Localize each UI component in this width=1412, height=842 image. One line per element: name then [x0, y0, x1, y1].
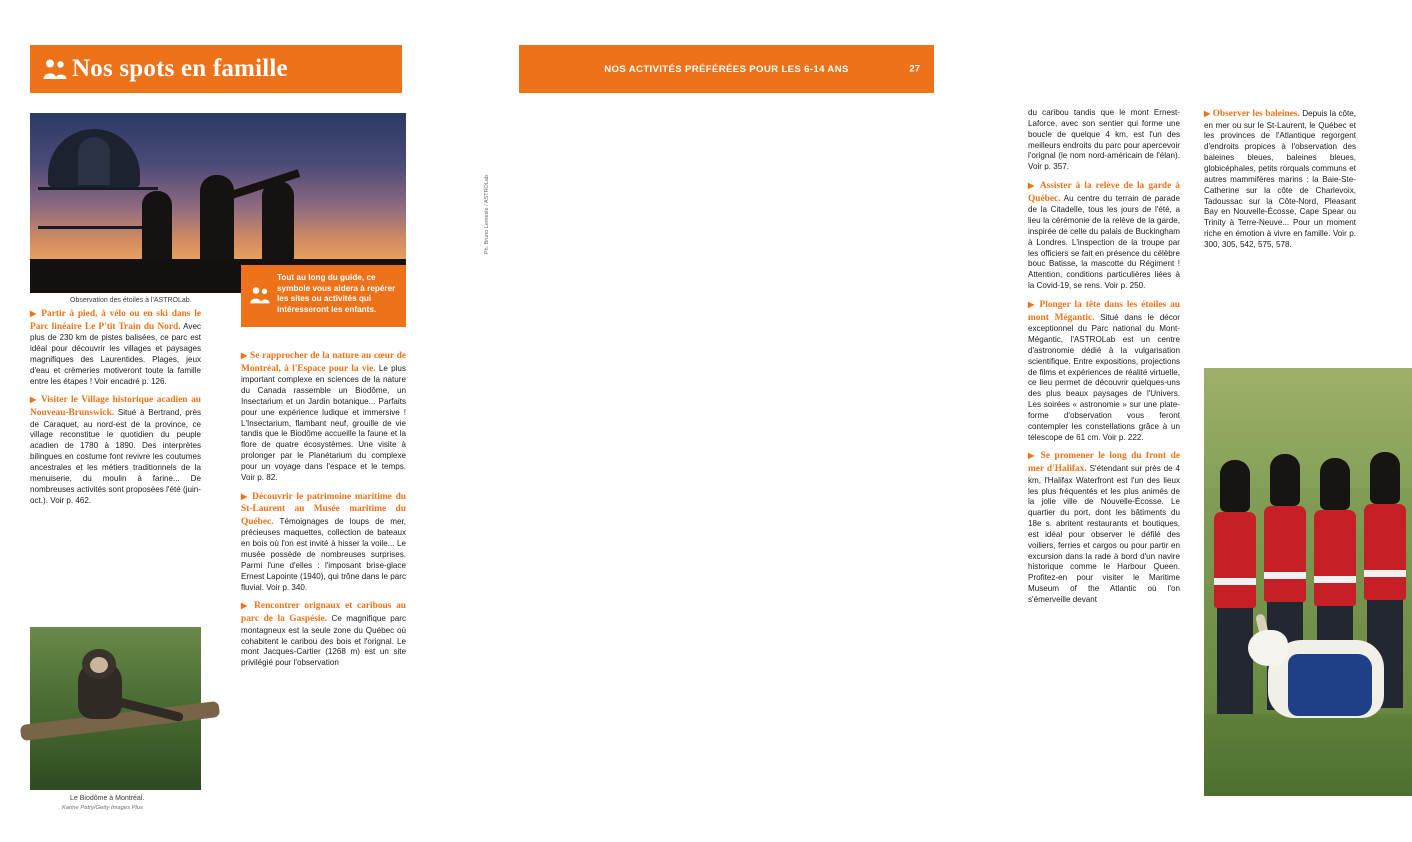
- bearskin-hat-shape: [1220, 460, 1250, 512]
- entry-lead-3: Se rapprocher de la nature au cœur de Montréal, à l'Espace pour la vie.: [241, 351, 407, 374]
- bearskin-hat-shape: [1320, 458, 1350, 510]
- entry-body-r1: Au centre du terrain de parade de la Citadelle, tous les jours de l'été, a lieu la cérémonie de la relève de la garde, inspirée de celle du palais de Buckingham à Londres. L'inspection de la troupe par les officiers se fait en présence du célèbre bouc Batisse, la mascotte du Régiment ! Attention, conditions particulières liées à la Covid-19, se rens. Voir p. 250.: [1028, 193, 1180, 291]
- bearskin-hat-shape: [1370, 452, 1400, 504]
- left-column-2: [241, 350, 406, 676]
- red-tunic-shape: [1264, 506, 1306, 602]
- entry-body-r4: Depuis la côte, en mer ou sur le St-Laurent, le Québec et les provinces de l'Atlantique regorgent d'endroits propices à l'observation des baleines bleues, baleines bleues, globicéphales, petits rorquals communs et autres mammifères marins : la Baie-Ste-Catherine sur la côte de Charlevoix, Tadoussac sur la Côte-Nord, Pleasant Bay en Nouvelle-Écosse, Cape Spear ou Trinity à Terre-Neuve... Pour un moment riche en émotion à vivre en famille. Voir p. 300, 305, 542, 575, 578.: [1204, 109, 1356, 249]
- bullet-arrow-icon: ▶: [1204, 109, 1213, 118]
- left-page: [0, 0, 490, 842]
- article-entry: [241, 491, 406, 594]
- photo-caption-astrolab: Observation des étoiles à l'ASTROLab.: [70, 297, 192, 304]
- bullet-arrow-icon: ▶: [30, 309, 42, 318]
- right-column-2: [1204, 108, 1356, 258]
- article-entry: [1028, 180, 1180, 292]
- entry-body-4: Témoignages de loups de mer, précieuses maquettes, collection de bateaux en bois où l'on est invité à hisser la voile... Le musée possède de nombreuses surprises. Parmi l'une d'elles : l'imposant brise-glace Ernest Lapointe (1940), qui trône dans le parc fluvial. Voir p. 340.: [241, 516, 406, 592]
- family-people-icon: [42, 58, 68, 80]
- article-entry: [241, 350, 406, 484]
- article-entry: [241, 600, 406, 669]
- entry-lead-r3: Se promener le long du front de mer d'Halifax.: [1028, 451, 1180, 475]
- bullet-arrow-icon: ▶: [241, 601, 255, 611]
- dark-trousers-shape: [1217, 608, 1253, 716]
- entry-body-continued: du caribou tandis que le mont Ernest-Laforce, avec son sentier qui forme une boucle de quelque 4 km, est l'un des meilleurs endroits du parc pour apercevoir l'orignal (le nom nord-américain de l'élan). Voir p. 357.: [1028, 108, 1180, 172]
- info-callout-box: [241, 265, 406, 327]
- article-entry: [1028, 299, 1180, 443]
- bullet-arrow-icon: ▶: [241, 491, 253, 501]
- silhouette-person-2: [200, 175, 234, 267]
- entry-lead-2: Visiter le Village historique acadien au Nouveau-Brunswick.: [30, 395, 202, 418]
- bullet-arrow-icon: ▶: [1028, 451, 1041, 461]
- bullet-arrow-icon: ▶: [241, 351, 251, 360]
- red-tunic-shape: [1214, 512, 1256, 608]
- right-column-1: [1028, 108, 1180, 613]
- photo-changing-of-the-guard: [1204, 368, 1412, 796]
- white-belt-shape: [1214, 578, 1256, 585]
- article-entry: [1204, 108, 1356, 251]
- white-belt-shape: [1314, 576, 1356, 583]
- white-belt-shape: [1264, 572, 1306, 579]
- goat-mascot-head-shape: [1248, 630, 1288, 666]
- bullet-arrow-icon: ▶: [30, 395, 41, 405]
- entry-lead-r4: Observer les baleines.: [1212, 109, 1300, 119]
- entry-lead-1: Partir à pied, à vélo ou en ski dans le Parc linéaire Le P'tit Train du Nord.: [30, 309, 202, 332]
- entry-lead-5: Rencontrer orignaux et caribous au parc de la Gaspésie.: [241, 601, 407, 625]
- photo-biodome-monkey: [30, 627, 201, 790]
- entry-lead-r1: Assister à la relève de la garde à Québec.: [1028, 181, 1180, 204]
- silhouette-person-1: [142, 191, 172, 267]
- photo-credit-biodome: Karine Patry/Getty Images Plus: [62, 805, 143, 811]
- right-page: [482, 0, 1356, 842]
- monkey-face-shape: [90, 657, 108, 673]
- red-tunic-shape: [1364, 504, 1406, 600]
- white-belt-shape: [1364, 570, 1406, 577]
- entry-body-1: Avec plus de 230 km de pistes balisées, ce parc est idéal pour découvrir les villages et paysages magnifiques des Laurentides. Plages, jeux d'eau et crèmeries motiveront toute la famille entre les étapes ! Voir encadré p. 126.: [30, 321, 201, 386]
- entry-body-5: Ce magnifique parc montagneux est la seule zone du Québec où cohabitent le caribou des bois et l'orignal. Le mont Jacques-Cartier (1268 m) est un site privilégié pour l'observation: [241, 614, 407, 668]
- callout-text: Tout au long du guide, ce symbole vous aidera à repérer les sites ou activités qui intéresseront les enfants.: [277, 273, 396, 314]
- entry-lead-r2: Plonger la tête dans les étoiles au mont Mégantic.: [1028, 300, 1180, 323]
- guard-figure-1: [1212, 460, 1258, 716]
- page-number: 27: [909, 63, 920, 75]
- section-header-banner: [30, 45, 402, 93]
- article-entry: [1028, 450, 1180, 605]
- silhouette-person-3: [262, 181, 294, 267]
- platform-railing-shape: [38, 187, 158, 229]
- running-head-title: NOS ACTIVITÉS PRÉFÉRÉES POUR LES 6-14 ANS: [604, 63, 849, 75]
- bullet-arrow-icon: ▶: [1028, 300, 1040, 309]
- bullet-arrow-icon: ▶: [1028, 181, 1040, 191]
- running-head-banner: [519, 45, 934, 93]
- article-entry: [30, 394, 201, 506]
- observatory-dome-shape: [48, 129, 140, 187]
- family-people-icon: [249, 286, 271, 304]
- red-tunic-shape: [1314, 510, 1356, 606]
- entry-body-r3: S'étendant sur près de 4 km, l'Halifax Waterfront est l'un des lieux les plus fréquentés et les plus animés de la jolie ville de Nouvelle-Écosse. Le quartier du port, dont les bâtiments du 18e s. abritent restaurants et boutiques, est idéal pour observer le défilé des voiliers, ferries et cargos ou pour partir en excursion dans la rade à bord d'un navire historique comme le Harbour Queen. Profitez-en pour visiter le Maritime Museum of the Atlantic où l'on s'émerveille devant: [1028, 464, 1180, 604]
- entry-body-r2: Situé dans le décor exceptionnel du Parc national du Mont-Mégantic, l'ASTROLab est un centre d'astronomie dédié à la vulgarisation scientifique. Entre expositions, projections de films et expériences de réalité virtuelle, ce lieu permet de découvrir quelques-uns des plus beaux paysages de l'Univers. Les soirées « astronomie » sur une plate-forme d'observation vous feront contempler les constellations grâce à un télescope de 61 cm. Voir p. 222.: [1028, 312, 1180, 442]
- entry-body-3: Le plus important complexe en sciences de la nature du Canada rassemble un Biodôme, un Insectarium et un Jardin botanique... Parfaits pour une expérience ludique et immersive ! L'Insectarium, flambant neuf, grouille de vie tandis que le Biodôme accueille la faune et la flore de quatre écosystèmes. Une visite à prolonger par le Planétarium du complexe pour un voyage dans l'espace et le temps. Voir p. 82.: [241, 363, 406, 482]
- page-title: Nos spots en famille: [72, 55, 288, 82]
- left-column-1: [30, 308, 201, 513]
- photo-credit-vertical: Ph. Bruno Lemesle / ASTROLab: [484, 175, 490, 255]
- grass-foreground-shape: [1204, 714, 1412, 796]
- bearskin-hat-shape: [1270, 454, 1300, 506]
- entry-body-2: Situé à Bertrand, près de Caraquet, au nord-est de la province, ce village reconstitue le quotidien du peuple acadien de 1780 à 1890. Des interprètes bilingues en costume font revivre les coutumes ancestrales et les métiers traditionnels de la menuiserie, du moulin à farine... De nombreuses activités sont proposées l'été (juin-oct.). Voir p. 462.: [30, 408, 201, 505]
- photo-caption-biodome: Le Biodôme à Montréal.: [70, 795, 145, 802]
- entry-lead-4: Découvrir le patrimoine maritime du St-Laurent au Musée maritime du Québec.: [241, 491, 406, 527]
- goat-mascot-coat-shape: [1288, 654, 1372, 716]
- article-entry: [30, 308, 201, 387]
- article-entry: [1028, 108, 1180, 173]
